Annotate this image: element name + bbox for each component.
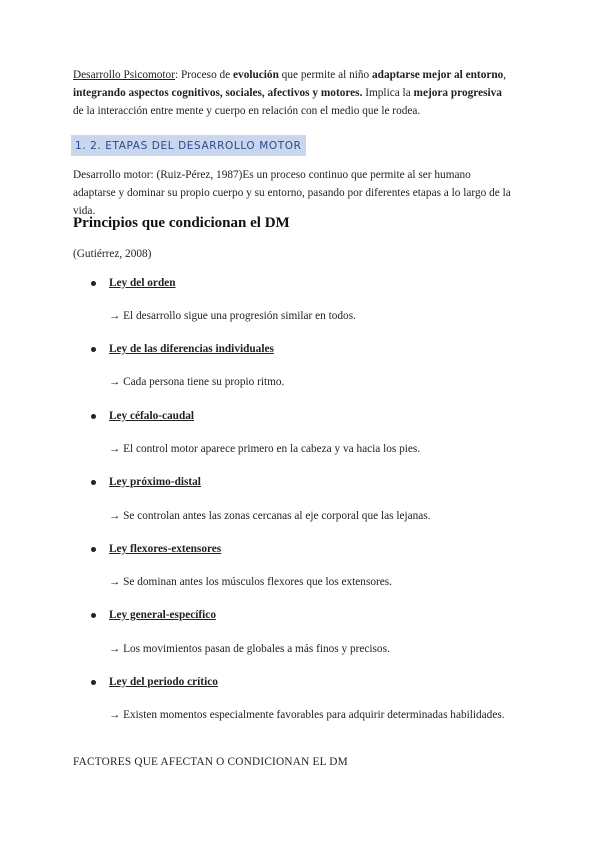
intro-paragraph (73, 66, 513, 120)
intro-bold-3: integrando aspectos cognitivos, sociales, afectivos y motores. (73, 87, 363, 99)
definition-paragraph: Desarrollo motor: (Ruiz-Pérez, 1987)Es un proceso continuo que permite al ser humano adaptarse y dominar su propio cuerpo y su entorno, pasando por diferentes etapas a lo largo de la vida. (73, 169, 511, 217)
law-item (91, 410, 194, 422)
law-title: Ley próximo-distal (109, 476, 201, 488)
law-title: Ley de las diferencias individuales (109, 343, 274, 355)
bullet-icon (91, 347, 96, 352)
law-item (91, 476, 201, 488)
intro-text-3: , (503, 69, 507, 81)
bullet-icon (91, 680, 96, 685)
principles-title: Principios que condicionan el DM (73, 215, 290, 231)
factores-heading: FACTORES QUE AFECTAN O CONDICIONAN EL DM (73, 756, 348, 768)
law-description: → El control motor aparece primero en la cabeza y va hacia los pies. (109, 443, 421, 455)
law-title: Ley céfalo-caudal (109, 410, 195, 422)
bullet-icon (91, 281, 96, 286)
bullet-icon (91, 414, 96, 419)
intro-bold-1: evolución (233, 69, 279, 81)
bullet-icon (91, 480, 96, 485)
law-title: Ley del orden (109, 277, 176, 289)
law-title: Ley flexores-extensores (109, 543, 222, 555)
law-description: → Se controlan antes las zonas cercanas al eje corporal que las lejanas. (109, 510, 431, 522)
law-description: → El desarrollo sigue una progresión similar en todos. (109, 310, 356, 322)
bullet-icon (91, 613, 96, 618)
section-heading (71, 135, 306, 156)
citation: (Gutiérrez, 2008) (73, 248, 152, 260)
law-description: → Existen momentos especialmente favorables para adquirir determinadas habilidades. (109, 709, 505, 721)
intro-text-2: que permite al niño (278, 69, 373, 81)
intro-term: Desarrollo Psicomotor (73, 69, 175, 81)
law-description: → Los movimientos pasan de globales a más finos y precisos. (109, 643, 390, 655)
intro-bold-4: mejora progresiva (413, 87, 502, 99)
law-description: → Cada persona tiene su propio ritmo. (109, 376, 285, 388)
law-description: → Se dominan antes los músculos flexores que los extensores. (109, 576, 393, 588)
law-item (91, 609, 216, 621)
law-title: Ley del periodo crítico (109, 676, 218, 688)
intro-text-5: de la interacción entre mente y cuerpo en relación con el medio que le rodea. (73, 105, 421, 117)
intro-text-4: Implica la (362, 87, 414, 99)
bullet-icon (91, 547, 96, 552)
law-title: Ley general-específico (109, 609, 216, 621)
law-item (91, 277, 176, 289)
intro-text-1: : Proceso de (174, 69, 234, 81)
section-heading-text: 1. 2. ETAPAS DEL DESARROLLO MOTOR (75, 139, 302, 152)
law-item (91, 543, 221, 555)
intro-bold-2: adaptarse mejor al entorno (372, 69, 504, 81)
law-item (91, 343, 274, 355)
law-item (91, 676, 218, 688)
